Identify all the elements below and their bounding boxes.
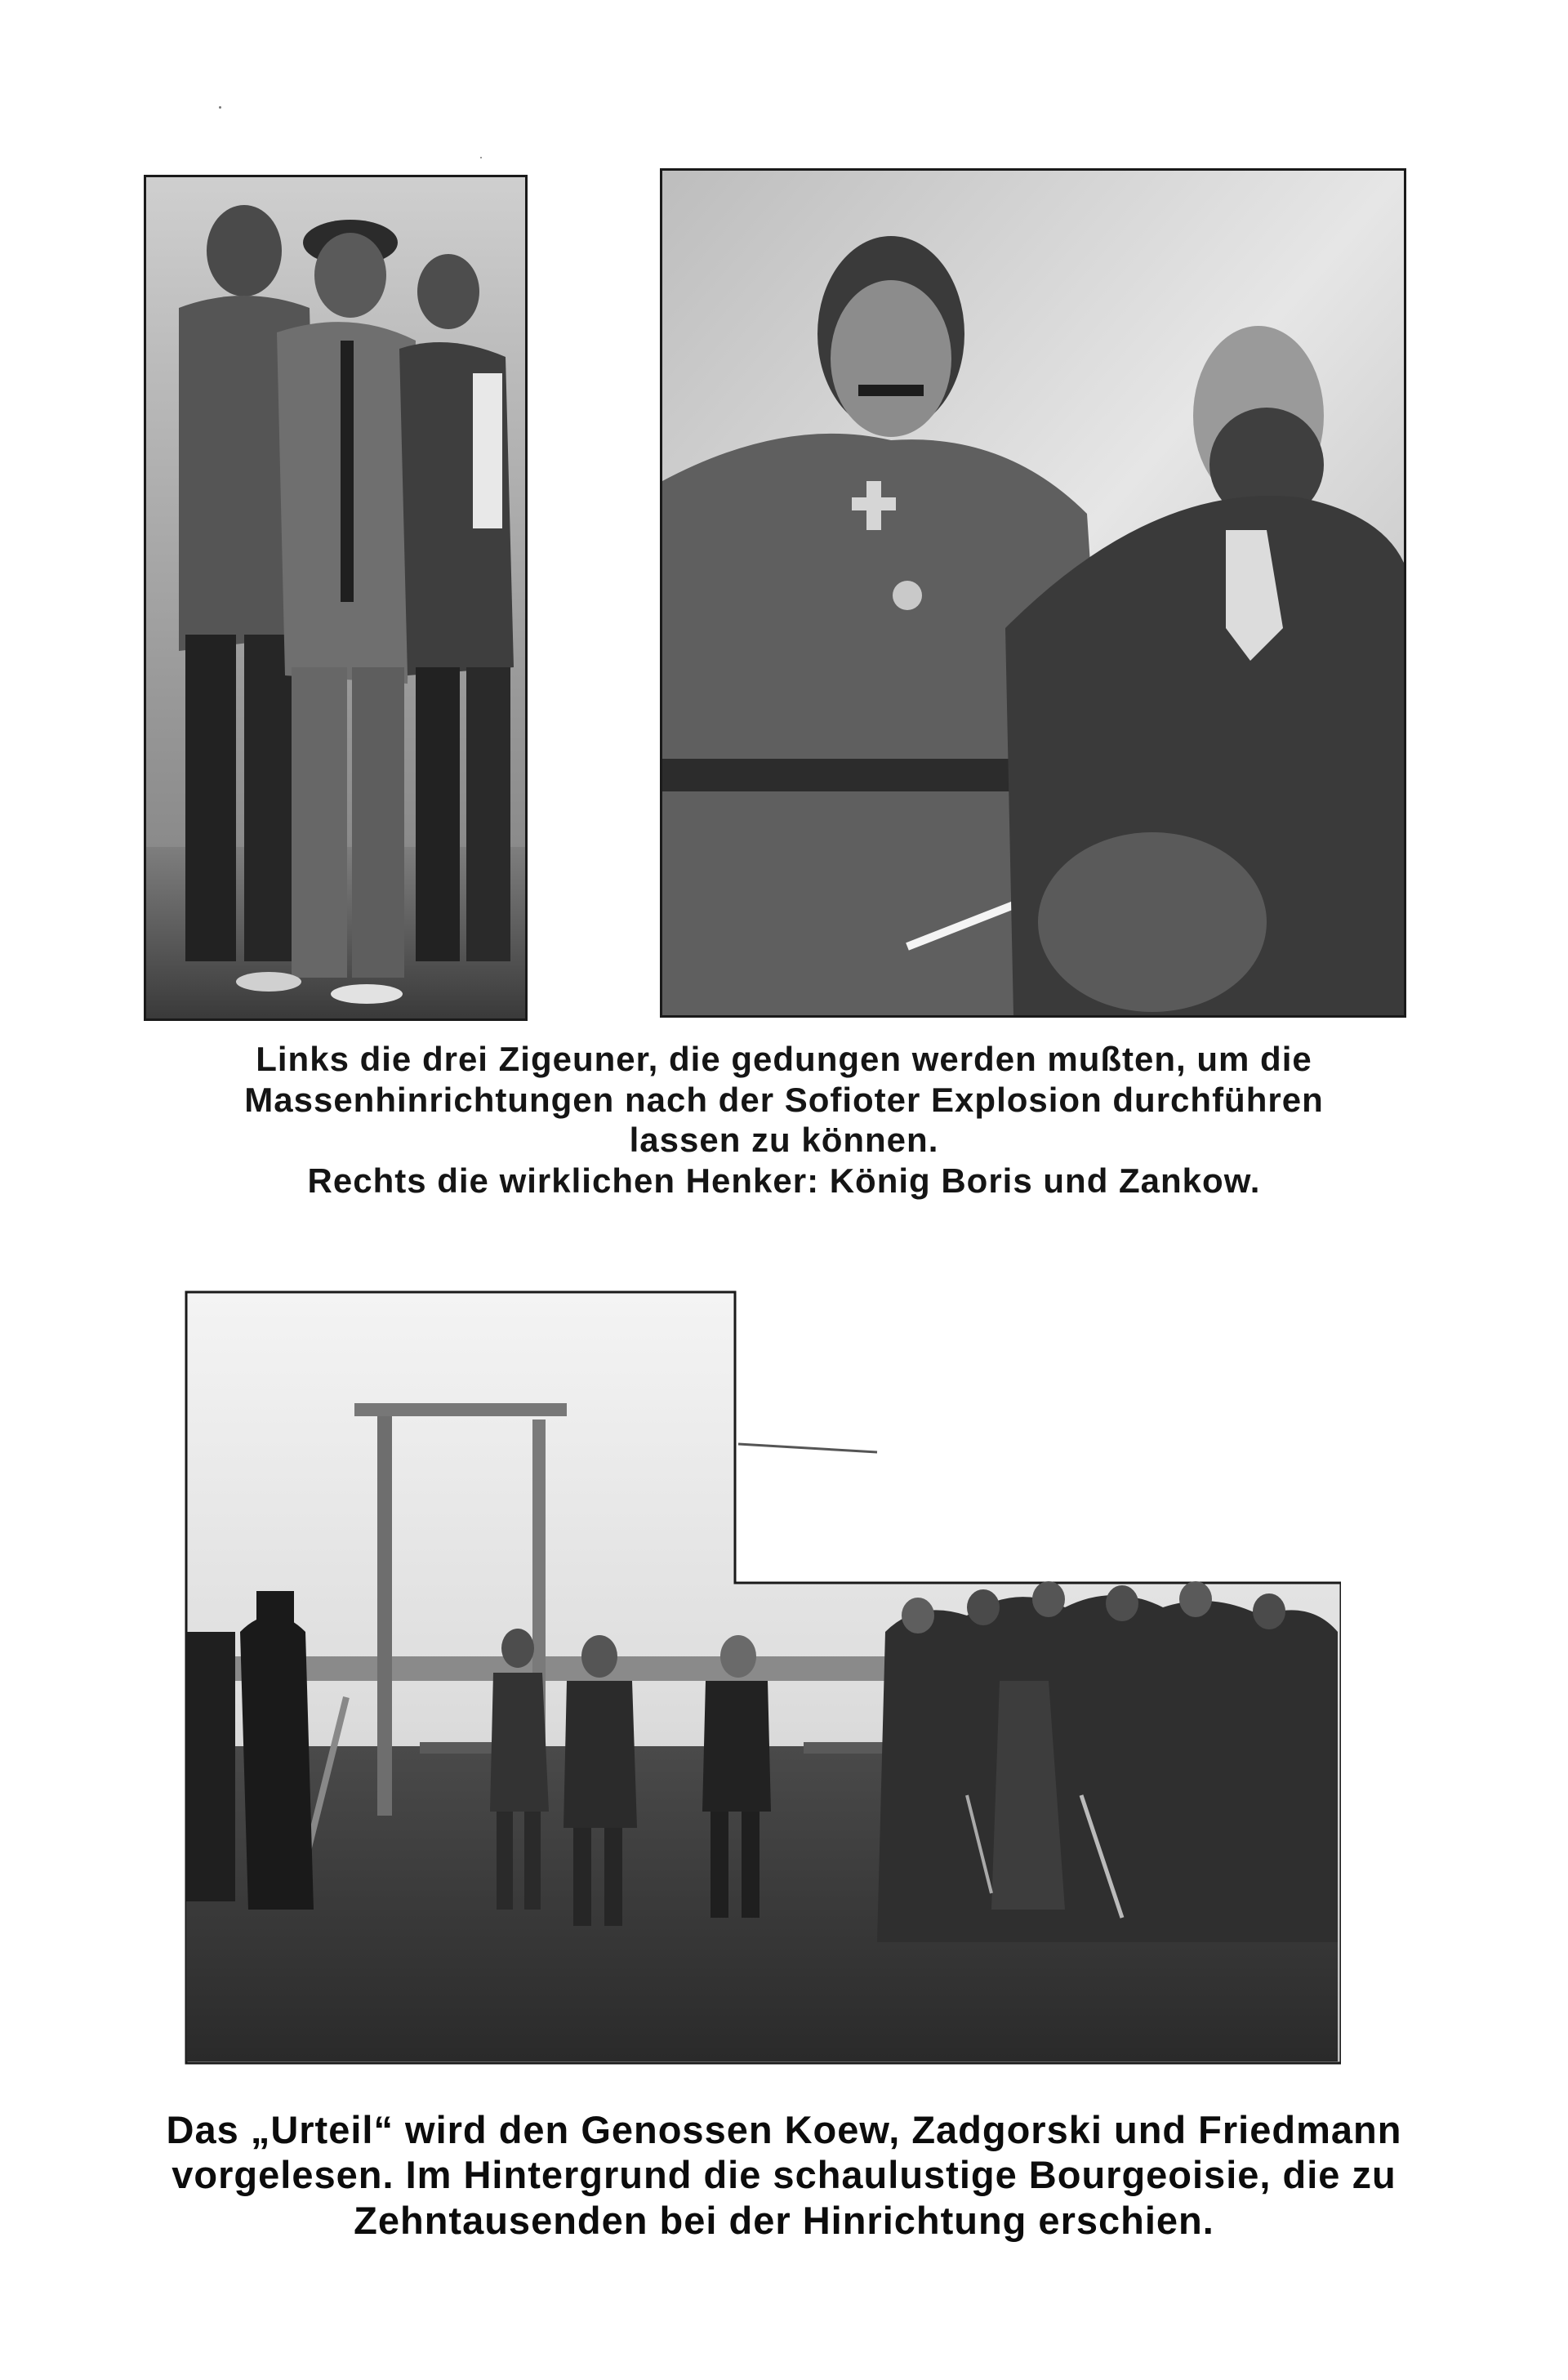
caption-top-line: lassen zu können. [629,1121,939,1160]
caption-bottom-line: Zehntausenden bei der Hinrichtung erschien. [354,2198,1214,2242]
photo-king-boris-zankow [660,168,1406,1018]
caption-bottom-line: Das „Urteil“ wird den Genossen Koew, Zadgorski und Friedmann [166,2108,1402,2151]
photo-three-men-image [146,177,525,1018]
photo-execution-scene [183,1289,1341,2065]
caption-top-line: Rechts die wirklichen Henker: König Boris und Zankow. [307,1161,1261,1200]
photo-execution-scene-image [183,1289,1341,2065]
caption-top [155,1039,1413,1201]
caption-top-line: Massenhinrichtungen nach der Sofioter Explosion durchführen [244,1080,1324,1119]
dust-speck [480,157,482,158]
photo-three-men [144,175,528,1021]
caption-bottom-line: vorgelesen. Im Hintergrund die schaulustige Bourgeoisie, die zu [172,2153,1396,2197]
photo-king-boris-zankow-image [662,171,1404,1015]
caption-bottom [147,2107,1421,2243]
caption-top-line: Links die drei Zigeuner, die gedungen werden mußten, um die [256,1040,1312,1078]
dust-speck [219,106,221,109]
